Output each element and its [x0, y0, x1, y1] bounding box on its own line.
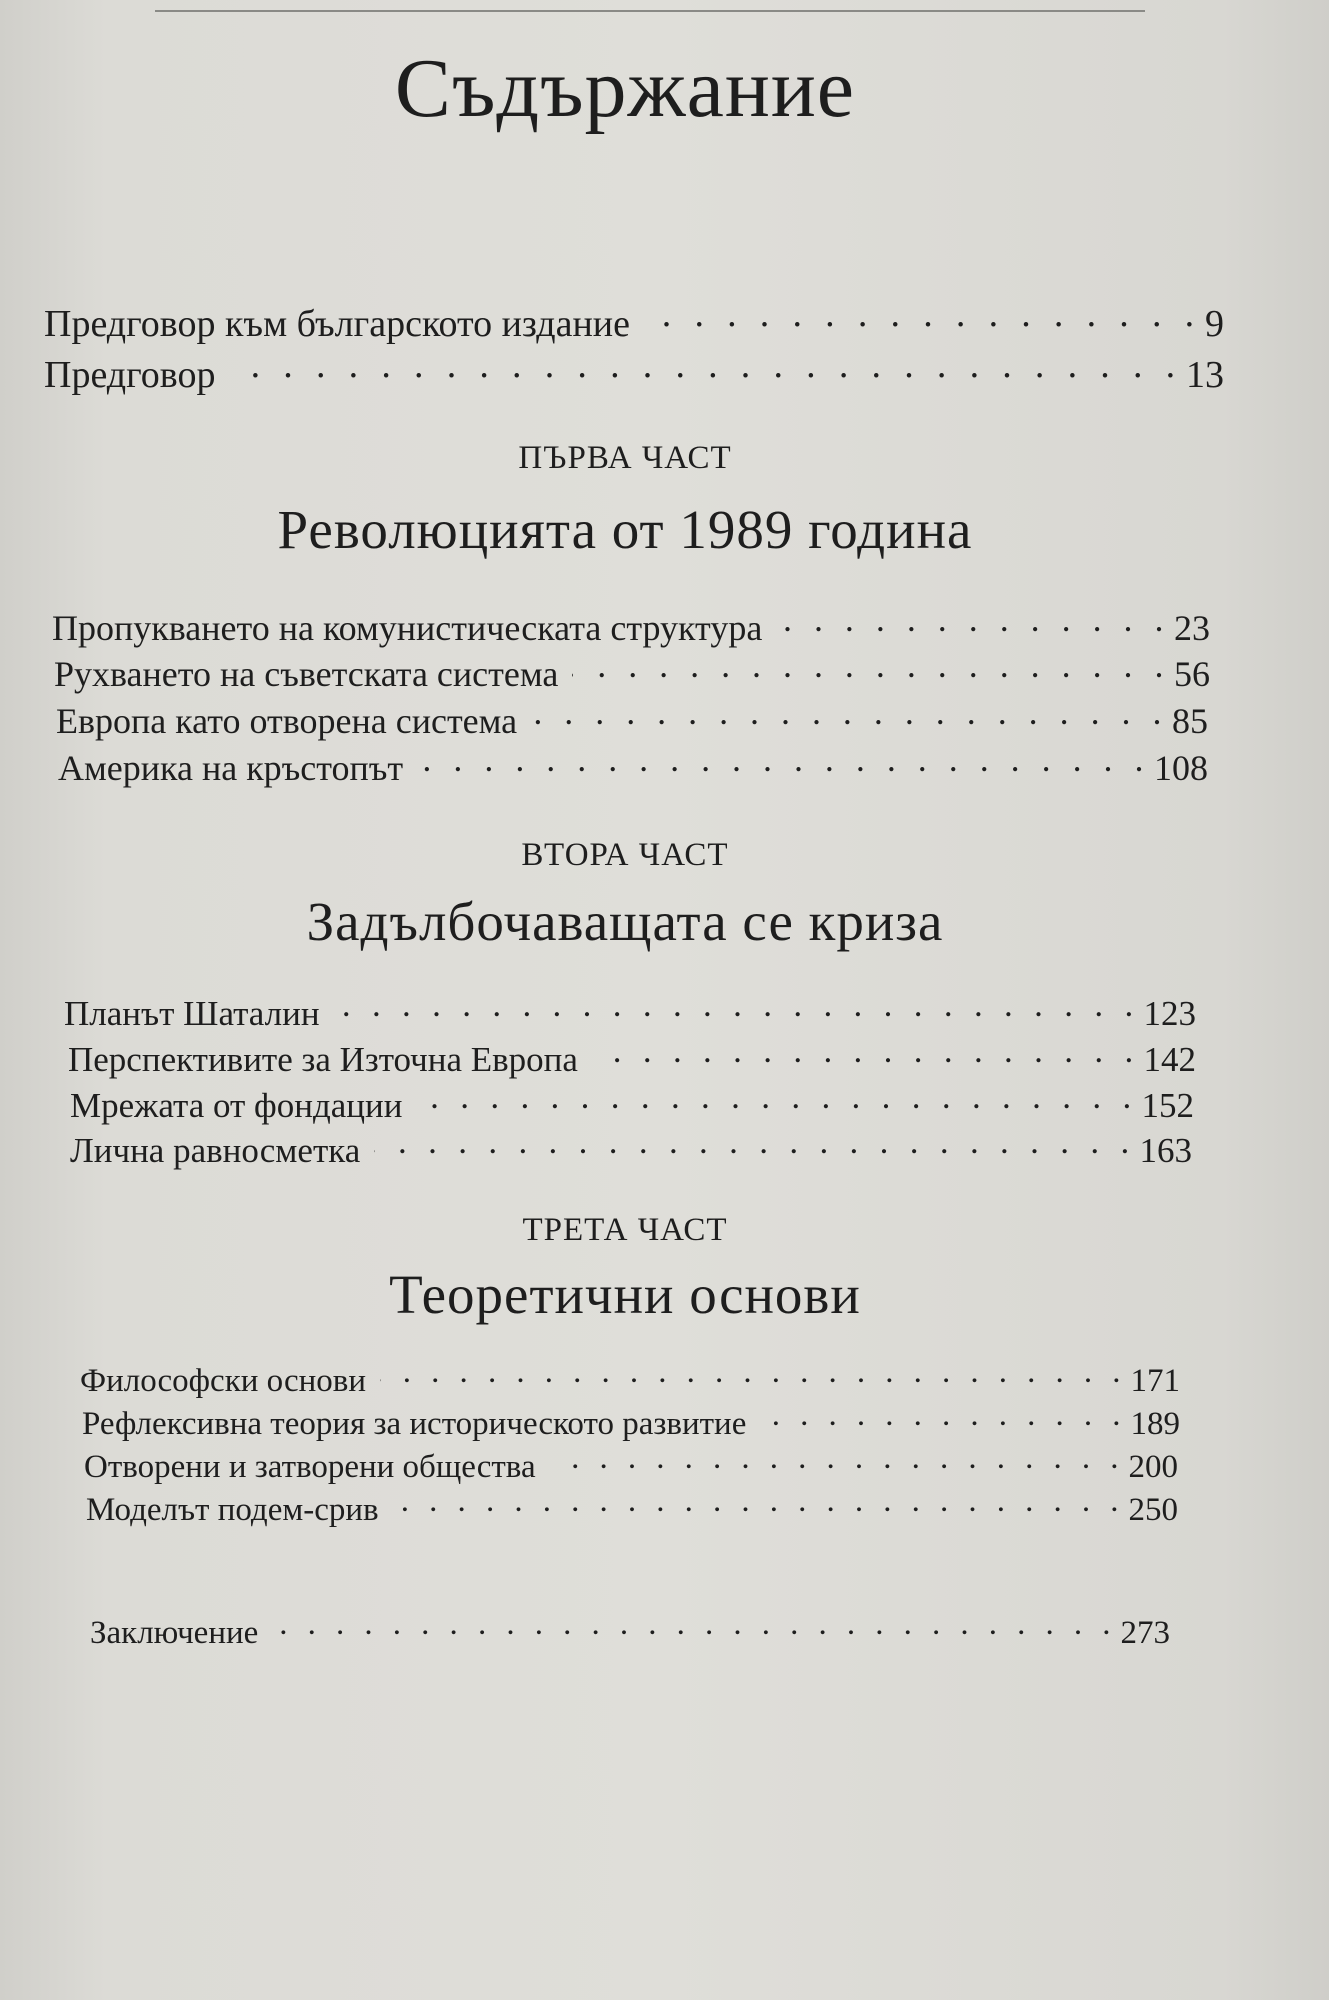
top-rule — [155, 10, 1145, 12]
toc-entry — [58, 744, 1208, 789]
leader-dots — [550, 1444, 1125, 1477]
toc-entry-page: 273 — [1120, 1615, 1170, 1651]
leader-dots — [374, 1127, 1135, 1162]
toc-entry — [80, 1358, 1180, 1400]
leader-dots — [776, 604, 1170, 640]
toc-entry-title: Отворени и затворени общества — [84, 1449, 536, 1485]
toc-entry — [84, 1444, 1178, 1486]
toc-entry-title: Моделът подем-срив — [86, 1492, 379, 1528]
toc-entry-page: 250 — [1128, 1492, 1178, 1528]
part-title: Теоретични основи — [389, 1264, 861, 1325]
toc-entry — [68, 1036, 1196, 1080]
toc-entry-page: 23 — [1174, 608, 1210, 648]
toc-entry-title: Америка на кръстопът — [58, 748, 404, 788]
leader-dots — [572, 650, 1170, 686]
toc-entry-title: Рухването на съветската система — [54, 654, 559, 694]
part-title: Революцията от 1989 година — [277, 499, 973, 560]
toc-entry-title: Предговор към българското издание — [44, 303, 630, 345]
toc-entry-page: 200 — [1128, 1449, 1178, 1485]
leader-dots — [592, 1036, 1140, 1071]
part-title: Задълбочаващата се криза — [306, 891, 944, 952]
toc-entry-title: Планът Шаталин — [64, 994, 320, 1033]
part-label: ПЪРВА ЧАСТ — [518, 440, 732, 476]
toc-entry-page: 163 — [1139, 1131, 1192, 1170]
leader-dots — [760, 1401, 1126, 1434]
toc-entry — [56, 697, 1208, 742]
toc-entry-title: Пропукването на комунистическата структура — [52, 608, 763, 648]
toc-entry-title: Европа като отворена система — [56, 701, 518, 741]
leader-dots — [417, 744, 1150, 780]
toc-entry-page: 56 — [1174, 654, 1210, 694]
toc-entry-title: Философски основи — [80, 1363, 367, 1399]
leader-dots — [380, 1358, 1126, 1391]
leader-dots — [393, 1487, 1125, 1520]
toc-entry-title: Перспективите за Източна Европа — [68, 1040, 578, 1079]
leader-dots — [531, 697, 1168, 733]
toc-entry-title: Рефлексивна теория за историческото развитие — [82, 1406, 747, 1442]
toc-entry-page: 85 — [1172, 701, 1208, 741]
toc-entry-title: Заключение — [90, 1615, 259, 1651]
leader-dots — [229, 349, 1182, 387]
toc-entry-page: 108 — [1154, 748, 1208, 788]
toc-entry-title: Лична равносметка — [70, 1131, 361, 1170]
toc-entry — [54, 650, 1210, 695]
toc-entry-page: 152 — [1141, 1086, 1194, 1125]
toc-entry-title: Предговор — [44, 354, 216, 396]
leader-dots — [417, 1082, 1138, 1117]
toc-entry-page: 142 — [1143, 1040, 1196, 1079]
part-label: ВТОРА ЧАСТ — [521, 837, 729, 873]
toc-entry-page: 171 — [1130, 1363, 1180, 1399]
page-title: Съдържание — [394, 42, 856, 135]
toc-entry-conclusion — [90, 1610, 1170, 1652]
toc-entry-page: 9 — [1205, 303, 1224, 345]
toc-entry — [70, 1127, 1192, 1171]
leader-dots — [644, 298, 1201, 336]
toc-entry — [64, 990, 1196, 1034]
toc-entry-preface — [44, 349, 1224, 397]
leader-dots — [334, 990, 1140, 1025]
toc-entry-page: 189 — [1130, 1406, 1180, 1442]
toc-entry — [52, 604, 1210, 649]
toc-entry-page: 123 — [1143, 994, 1196, 1033]
toc-entry-page: 13 — [1186, 354, 1224, 396]
toc-entry-preface-bg — [44, 298, 1224, 346]
toc-entry-title: Мрежата от фондации — [70, 1086, 403, 1125]
toc-entry — [86, 1487, 1178, 1529]
toc-entry — [82, 1401, 1180, 1443]
leader-dots — [272, 1610, 1116, 1643]
toc-entry — [70, 1082, 1194, 1126]
part-label: ТРЕТА ЧАСТ — [522, 1212, 728, 1248]
